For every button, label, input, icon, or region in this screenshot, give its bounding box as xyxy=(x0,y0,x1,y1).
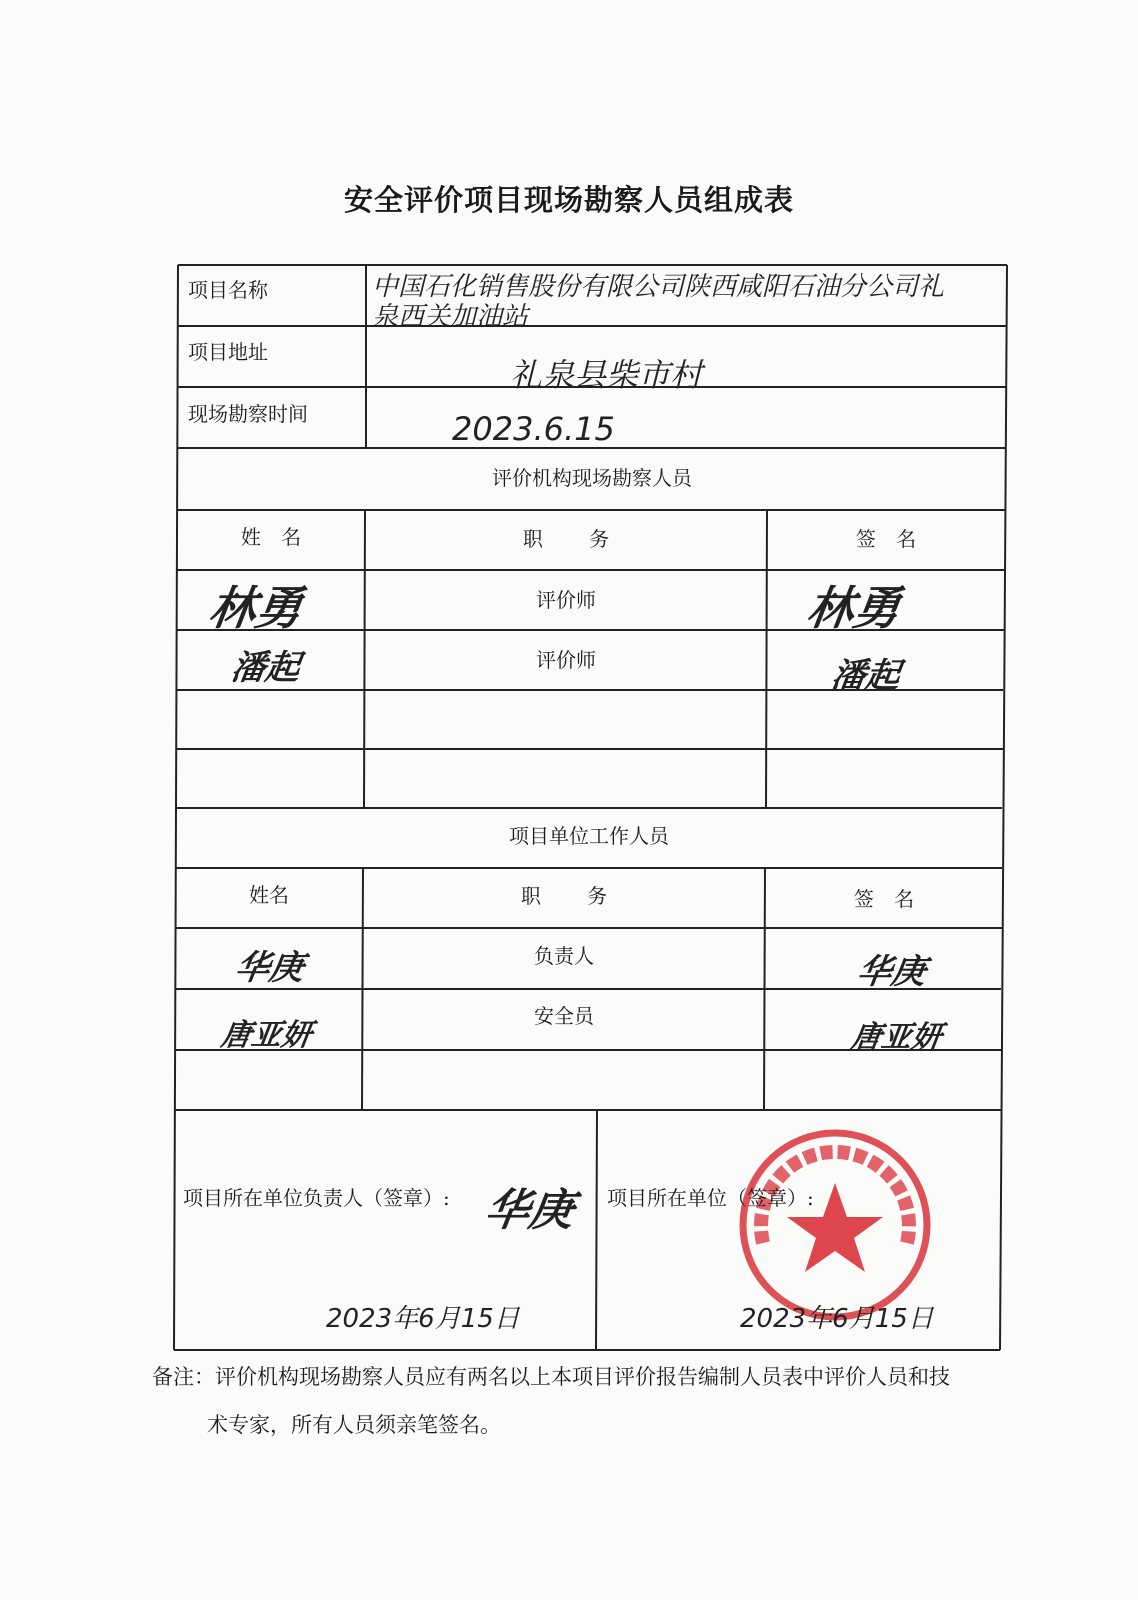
evaluator-row2-title: 评价师 xyxy=(536,648,596,672)
project-name-label: 项目名称 xyxy=(188,278,268,302)
unit-row1-sign: 华庚 xyxy=(854,952,929,992)
evaluator-row1-sign: 林勇 xyxy=(803,581,904,635)
note-line2: 术专家，所有人员须亲笔签名。 xyxy=(207,1413,501,1437)
unit-row2-sign: 唐亚妍 xyxy=(849,1020,944,1055)
form-title: 安全评价项目现场勘察人员组成表 xyxy=(343,183,794,217)
unit-section-header: 项目单位工作人员 xyxy=(509,824,669,848)
unit-stamp-label: 项目所在单位（签章）: xyxy=(607,1186,814,1210)
unit-leader-label: 项目所在单位负责人（签章）: xyxy=(183,1186,450,1210)
evaluator-section-header: 评价机构现场勘察人员 xyxy=(492,466,692,490)
unit-col-name: 姓名 xyxy=(249,883,289,907)
official-seal-stamp xyxy=(735,1125,935,1325)
unit-row1-name: 华庚 xyxy=(232,948,307,988)
evaluator-col-sign: 签 名 xyxy=(855,527,917,551)
evaluator-row2-sign: 潘起 xyxy=(828,656,903,696)
evaluator-row1-name: 林勇 xyxy=(205,581,306,635)
survey-date-value: 2023.6.15 xyxy=(452,410,615,448)
unit-leader-signature: 华庚 xyxy=(481,1185,577,1236)
unit-stamp-date: 2023年6月15日 xyxy=(740,1304,934,1334)
project-address-value: 礼泉县柴市村 xyxy=(510,356,703,394)
evaluator-row2-name: 潘起 xyxy=(228,648,303,688)
project-address-label: 项目地址 xyxy=(188,340,268,364)
project-name-line1: 中国石化销售股份有限公司陕西咸阳石油分公司礼 xyxy=(372,272,945,302)
unit-row2-title: 安全员 xyxy=(534,1004,594,1028)
evaluator-row1-title: 评价师 xyxy=(536,588,596,612)
unit-row2-name: 唐亚妍 xyxy=(219,1018,314,1053)
unit-col-sign: 签 名 xyxy=(853,887,915,911)
evaluator-col-name: 姓 名 xyxy=(240,525,302,549)
unit-col-title: 职 务 xyxy=(520,884,608,908)
unit-leader-date: 2023年6月15日 xyxy=(326,1304,520,1334)
survey-date-label: 现场勘察时间 xyxy=(188,402,308,426)
note-line1: 备注：评价机构现场勘察人员应有两名以上本项目评价报告编制人员表中评价人员和技 xyxy=(152,1365,950,1389)
evaluator-col-title: 职 务 xyxy=(522,527,610,551)
unit-row1-title: 负责人 xyxy=(534,944,594,968)
project-name-line2: 泉西关加油站 xyxy=(372,302,529,332)
